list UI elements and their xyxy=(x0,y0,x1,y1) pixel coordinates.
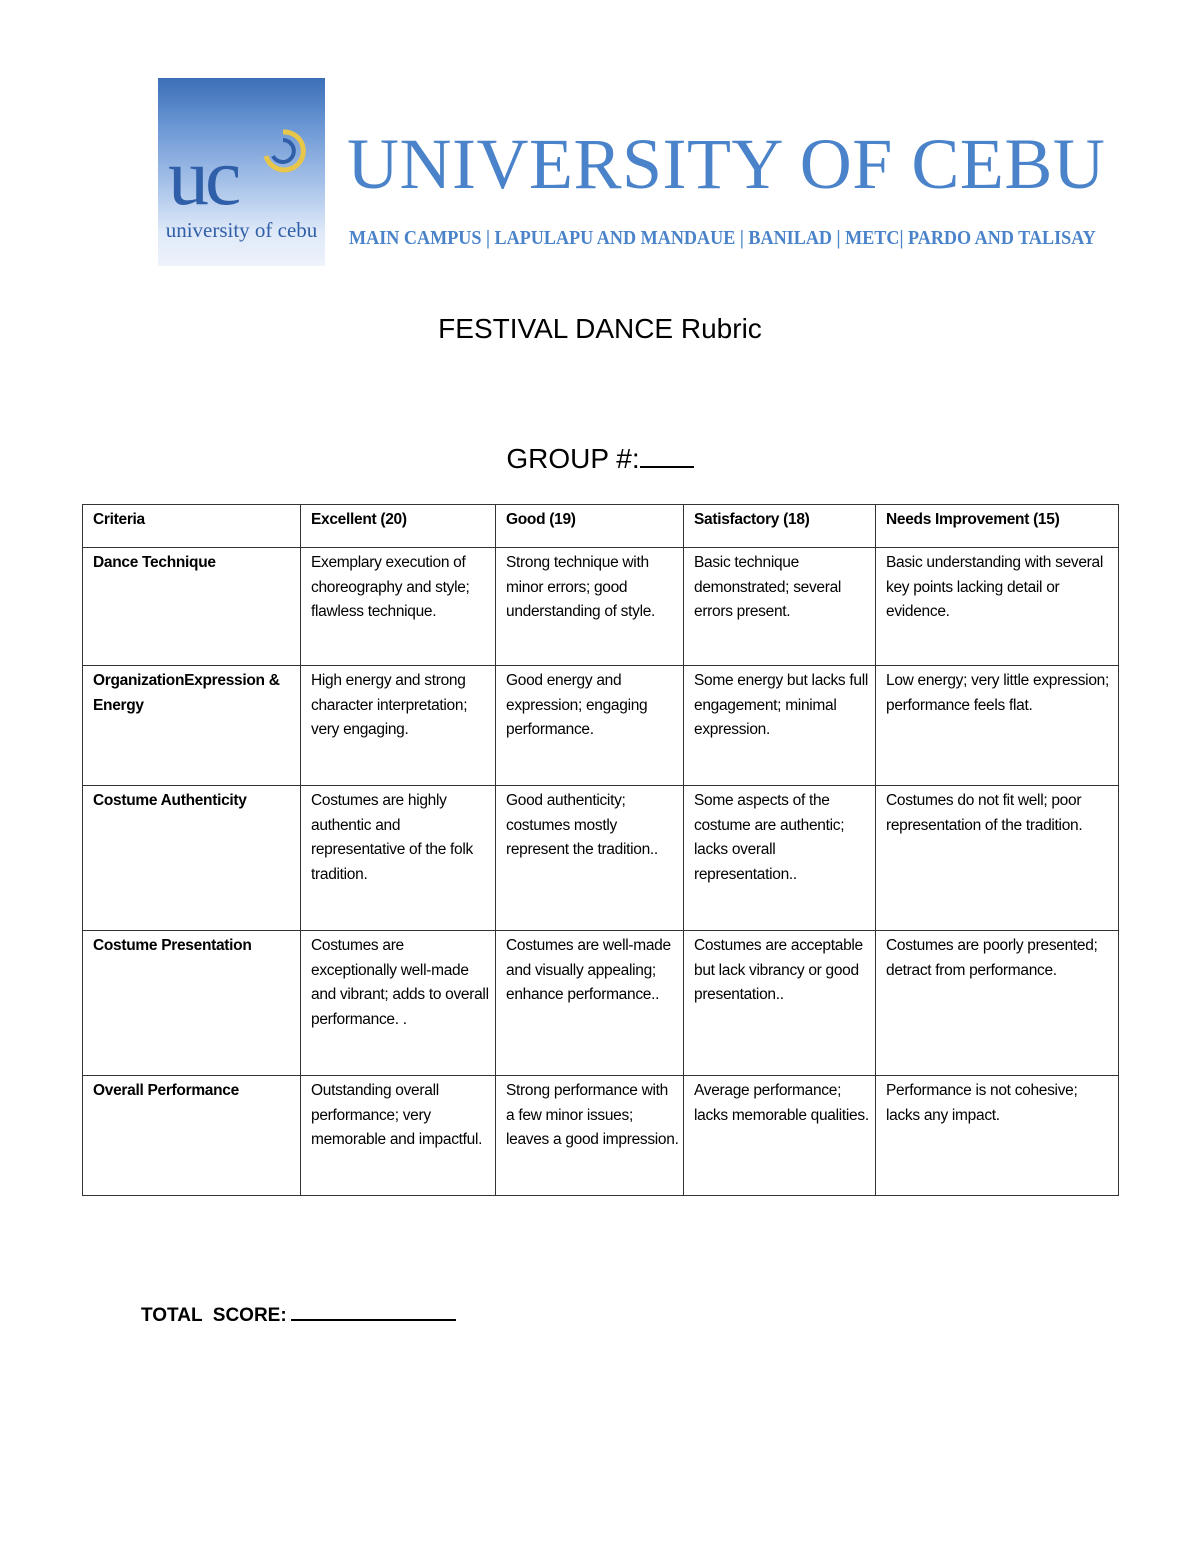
good-cell: Strong technique with minor errors; good understanding of style. xyxy=(496,548,684,666)
table-row xyxy=(83,786,1119,931)
criteria-cell: Dance Technique xyxy=(83,548,301,666)
logo-mark: uc xyxy=(168,131,238,222)
header-excellent: Excellent (20) xyxy=(301,505,496,548)
university-name: UNIVERSITY OF CEBU xyxy=(347,124,1106,204)
criteria-cell: OrganizationExpression & Energy xyxy=(83,666,301,786)
criteria-cell: Costume Authenticity xyxy=(83,786,301,931)
criteria-cell: Overall Performance xyxy=(83,1076,301,1196)
good-cell: Good energy and expression; engaging performance. xyxy=(496,666,684,786)
satisfactory-cell: Costumes are acceptable but lack vibrancy or good presentation.. xyxy=(684,931,876,1076)
good-cell: Good authenticity; costumes mostly represent the tradition.. xyxy=(496,786,684,931)
header-satisfactory: Satisfactory (18) xyxy=(684,505,876,548)
excellent-cell: Outstanding overall performance; very memorable and impactful. xyxy=(301,1076,496,1196)
good-cell: Costumes are well-made and visually appealing; enhance performance.. xyxy=(496,931,684,1076)
excellent-cell: Costumes are exceptionally well-made and vibrant; adds to overall performance. . xyxy=(301,931,496,1076)
group-number-line xyxy=(0,440,1200,475)
needs-improvement-cell: Performance is not cohesive; lacks any impact. xyxy=(876,1076,1119,1196)
group-number-blank[interactable] xyxy=(640,440,694,468)
table-row xyxy=(83,666,1119,786)
university-logo xyxy=(158,78,325,266)
document-title: FESTIVAL DANCE Rubric xyxy=(438,313,762,344)
header-needs-improvement: Needs Improvement (15) xyxy=(876,505,1119,548)
logo-swirl-icon xyxy=(258,126,308,176)
total-score-line xyxy=(141,1301,456,1327)
satisfactory-cell: Some energy but lacks full engagement; minimal expression. xyxy=(684,666,876,786)
table-row xyxy=(83,931,1119,1076)
needs-improvement-cell: Costumes do not fit well; poor representation of the tradition. xyxy=(876,786,1119,931)
excellent-cell: Exemplary execution of choreography and style; flawless technique. xyxy=(301,548,496,666)
logo-subtext: university of cebu xyxy=(165,218,318,242)
needs-improvement-cell: Low energy; very little expression; performance feels flat. xyxy=(876,666,1119,786)
excellent-cell: Costumes are highly authentic and representative of the folk tradition. xyxy=(301,786,496,931)
criteria-cell: Costume Presentation xyxy=(83,931,301,1076)
good-cell: Strong performance with a few minor issues; leaves a good impression. xyxy=(496,1076,684,1196)
table-row xyxy=(83,1076,1119,1196)
needs-improvement-cell: Basic understanding with several key points lacking detail or evidence. xyxy=(876,548,1119,666)
rubric-header-row xyxy=(83,505,1119,548)
rubric-table xyxy=(82,504,1119,1196)
needs-improvement-cell: Costumes are poorly presented; detract from performance. xyxy=(876,931,1119,1076)
campus-list: MAIN CAMPUS | LAPULAPU AND MANDAUE | BANILAD | METC| PARDO AND TALISAY xyxy=(349,228,1096,249)
header-good: Good (19) xyxy=(496,505,684,548)
total-score-blank[interactable] xyxy=(291,1301,456,1321)
group-label: GROUP #: xyxy=(506,443,640,474)
table-row xyxy=(83,548,1119,666)
satisfactory-cell: Average performance; lacks memorable qualities. xyxy=(684,1076,876,1196)
satisfactory-cell: Some aspects of the costume are authentic; lacks overall representation.. xyxy=(684,786,876,931)
excellent-cell: High energy and strong character interpretation; very engaging. xyxy=(301,666,496,786)
satisfactory-cell: Basic technique demonstrated; several errors present. xyxy=(684,548,876,666)
total-score-label: TOTAL SCORE: xyxy=(141,1305,287,1326)
header-criteria: Criteria xyxy=(83,505,301,548)
